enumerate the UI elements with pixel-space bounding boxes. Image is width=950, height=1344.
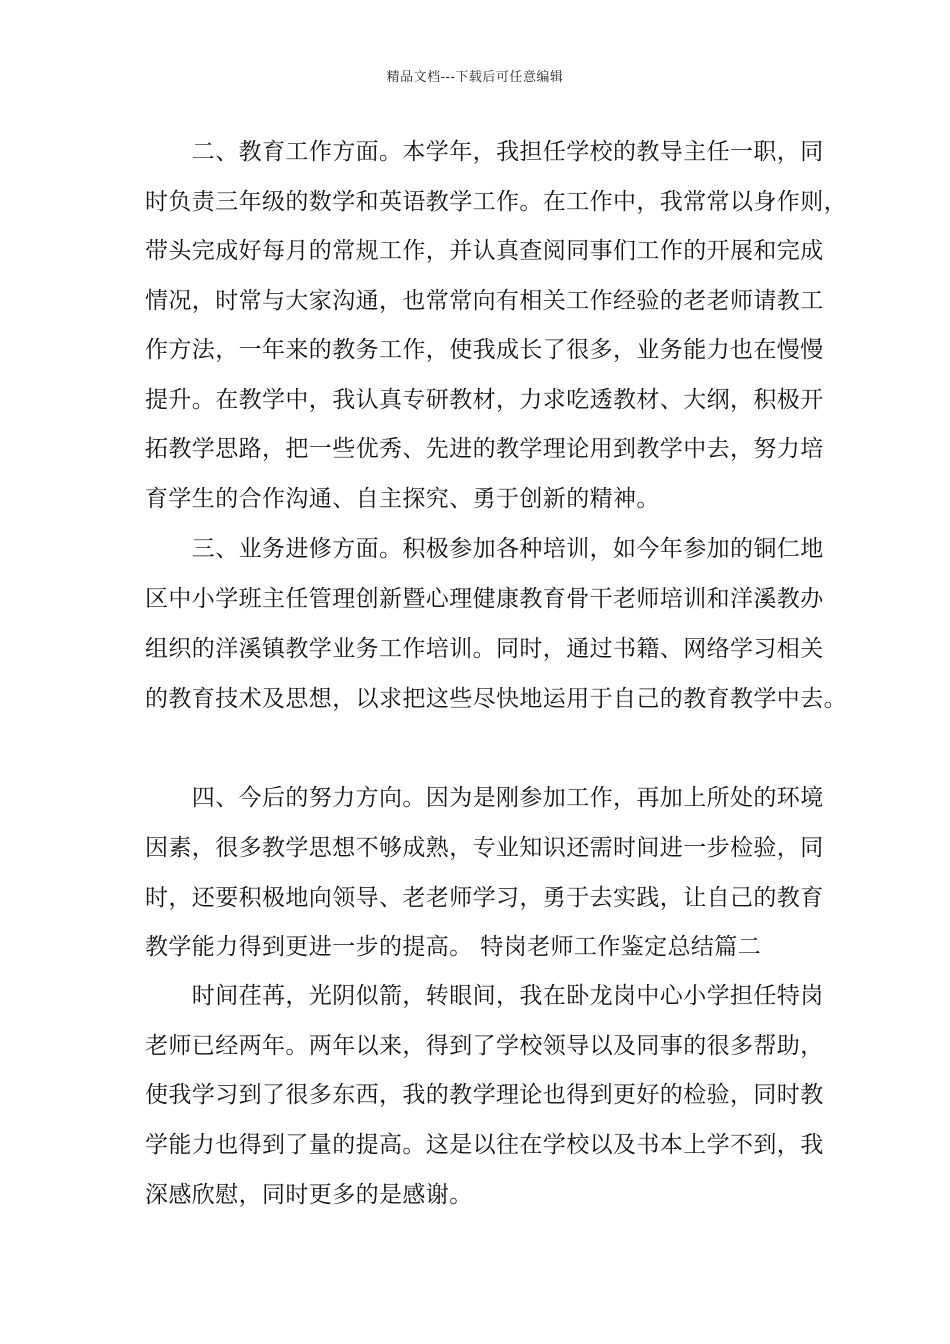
text-line: 组织的洋溪镇教学业务工作培训。同时，通过书籍、网络学习相关 [145,636,824,662]
text-line: 使我学习到了很多东西，我的教学理论也得到更好的检验，同时教 [145,1082,824,1108]
text-line: 三、业务进修方面。积极参加各种培训，如今年参加的铜仁地 [145,536,824,562]
text-line: 时负责三年级的数学和英语教学工作。在工作中，我常常以身作则， [145,189,847,215]
text-line: 老师已经两年。两年以来，得到了学校领导以及同事的很多帮助， [145,1033,824,1059]
text-line: 区中小学班主任管理创新暨心理健康教育骨干老师培训和洋溪教办 [145,586,824,612]
text-line: 因素，很多教学思想不够成熟，专业知识还需时间进一步检验，同 [145,835,824,861]
text-line: 的教育技术及思想，以求把这些尽快地运用于自己的教育教学中去。 [145,686,847,712]
text-line: 带头完成好每月的常规工作，并认真查阅同事们工作的开展和完成 [145,238,824,264]
text-line: 时间荏苒，光阴似箭，转眼间，我在卧龙岗中心小学担任特岗 [145,983,824,1009]
text-line: 时，还要积极地向领导、老老师学习，勇于去实践，让自己的教育 [145,885,824,911]
text-line: 育学生的合作沟通、自主探究、勇于创新的精神。 [145,486,660,512]
text-line: 深感欣慰，同时更多的是感谢。 [145,1182,473,1208]
page-header: 精品文档---下载后可任意编辑 [386,70,564,85]
text-line: 四、今后的努力方向。因为是刚参加工作，再加上所处的环境 [145,785,824,811]
text-line: 情况，时常与大家沟通，也常常向有相关工作经验的老老师请教工 [145,288,824,314]
text-line: 拓教学思路，把一些优秀、先进的教学理论用到教学中去，努力培 [145,436,824,462]
text-line: 二、教育工作方面。本学年，我担任学校的教导主任一职，同 [145,139,824,165]
text-line: 教学能力得到更进一步的提高。 特岗老师工作鉴定总结篇二 [145,934,762,960]
text-line: 作方法，一年来的教务工作，使我成长了很多，业务能力也在慢慢 [145,337,824,363]
text-line: 学能力也得到了量的提高。这是以往在学校以及书本上学不到，我 [145,1132,824,1158]
text-line: 提升。在教学中，我认真专研教材，力求吃透教材、大纲，积极开 [145,387,824,413]
